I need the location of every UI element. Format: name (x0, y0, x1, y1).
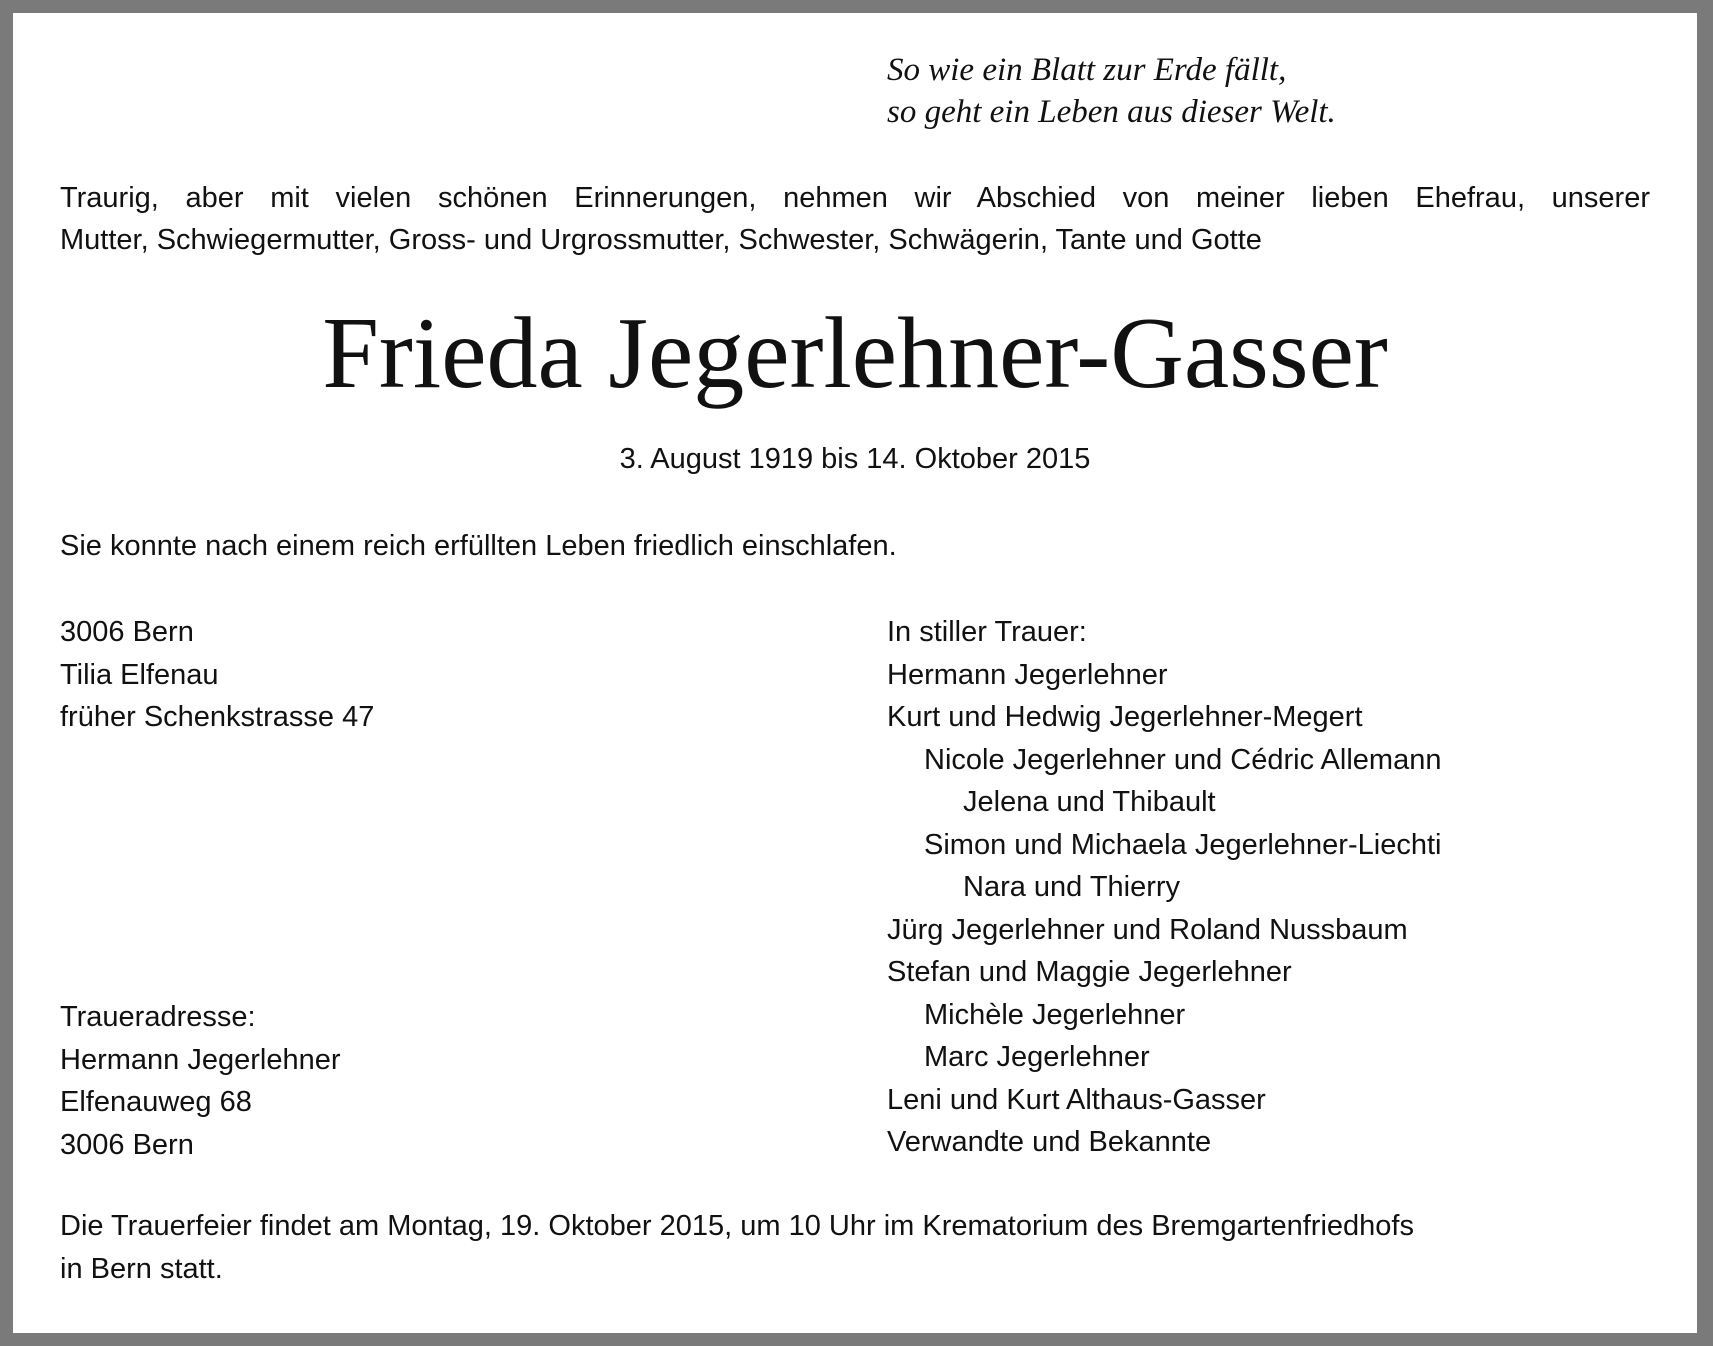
statement-text: Sie konnte nach einem reich erfüllten Leben friedlich einschlafen. (60, 530, 897, 562)
address-line: früher Schenkstrasse 47 (60, 701, 375, 733)
mourning-address (60, 996, 340, 1166)
mourner-entry: Stefan und Maggie Jegerlehner (887, 956, 1292, 988)
mourner-entry: Kurt und Hedwig Jegerlehner-Megert (887, 701, 1363, 733)
mourner-entry: Jelena und Thibault (963, 786, 1216, 818)
mourning-address-street: Elfenauweg 68 (60, 1086, 252, 1118)
obituary-notice (13, 13, 1697, 1333)
mourning-address-label: Traueradresse: (60, 1001, 256, 1033)
address-line: Tilia Elfenau (60, 658, 219, 691)
deceased-name: Frieda Jegerlehner-Gasser (322, 297, 1388, 410)
motto-line: so geht ein Leben aus dieser Welt. (887, 94, 1336, 130)
mourner-entry: Marc Jegerlehner (924, 1041, 1150, 1073)
mourner-entry: Jürg Jegerlehner und Roland Nussbaum (887, 913, 1408, 946)
mourner-entry: Simon und Michaela Jegerlehner-Liechti (924, 828, 1442, 861)
mourning-address-city: 3006 Bern (60, 1128, 194, 1161)
service-line: in Bern statt. (60, 1253, 223, 1285)
mourner-entry: Nicole Jegerlehner und Cédric Allemann (924, 743, 1442, 776)
address-line: 3006 Bern (60, 616, 194, 648)
intro-line: Mutter, Schwiegermutter, Gross- und Urgrossmutter, Schwester, Schwägerin, Tante und Gotte (60, 224, 1262, 256)
mourning-address-name: Hermann Jegerlehner (60, 1043, 341, 1076)
mourners-list (887, 611, 1441, 1164)
service-announcement (60, 1205, 1650, 1291)
intro-line: Traurig, aber mit vielen schönen Erinnerungen, nehmen wir Abschied von meiner lieben Ehefrau, unserer (60, 182, 1650, 214)
motto-line: So wie ein Blatt zur Erde fällt, (887, 52, 1287, 88)
residence-address (60, 611, 374, 739)
mourner-entry: Nara und Thierry (963, 871, 1181, 903)
mourner-entry: Michèle Jegerlehner (924, 998, 1186, 1031)
mourners-heading: In stiller Trauer: (887, 616, 1087, 648)
mourner-entry: Verwandte und Bekannte (887, 1126, 1212, 1158)
life-dates: 3. August 1919 bis 14. Oktober 2015 (619, 443, 1091, 475)
motto-verse (887, 49, 1336, 133)
mourner-entry: Hermann Jegerlehner (887, 658, 1168, 691)
intro-text (60, 177, 1650, 261)
mourner-entry: Leni und Kurt Althaus-Gasser (887, 1083, 1266, 1116)
service-line: Die Trauerfeier findet am Montag, 19. Oktober 2015, um 10 Uhr im Krematorium des Bremgartenfriedhofs (60, 1210, 1414, 1242)
